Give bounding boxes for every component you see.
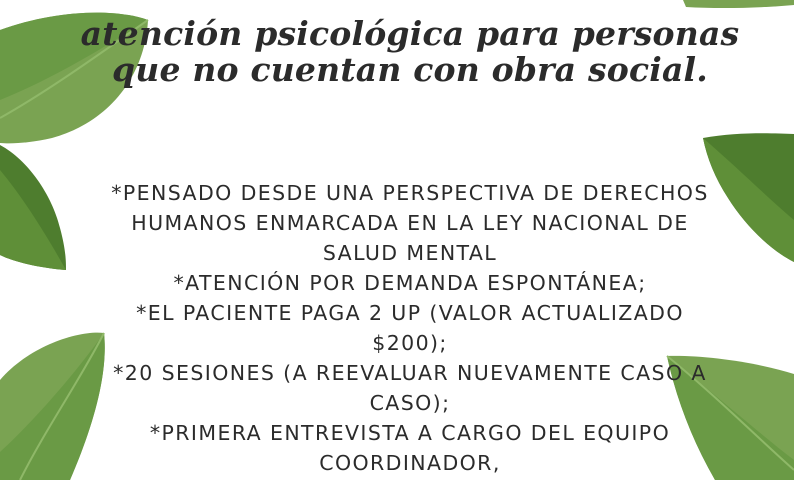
info-line: *PENSADO DESDE UNA PERSPECTIVA DE DERECHOS bbox=[111, 181, 709, 205]
page-title bbox=[60, 16, 760, 88]
info-line: *EL PACIENTE PAGA 2 UP (VALOR ACTUALIZADO bbox=[136, 301, 684, 325]
leaf-top-right bbox=[683, 0, 794, 8]
info-line: *PRIMERA ENTREVISTA A CARGO DEL EQUIPO bbox=[149, 421, 671, 445]
leaf-left-middle bbox=[0, 145, 66, 270]
info-line: HUMANOS ENMARCADA EN LA LEY NACIONAL DE bbox=[131, 211, 689, 235]
title-line-1: atención psicológica para personas bbox=[80, 14, 740, 53]
info-line: COORDINADOR, bbox=[319, 451, 501, 475]
info-line: *ATENCIÓN POR DEMANDA ESPONTÁNEA; bbox=[173, 271, 647, 295]
info-line: $200); bbox=[372, 331, 448, 355]
info-text-block bbox=[60, 178, 760, 478]
info-line: CASO); bbox=[369, 391, 451, 415]
info-line: SALUD MENTAL bbox=[322, 241, 498, 265]
title-line-2: que no cuentan con obra social. bbox=[112, 50, 708, 89]
info-line: *20 SESIONES (A REEVALUAR NUEVAMENTE CASO A bbox=[113, 361, 707, 385]
